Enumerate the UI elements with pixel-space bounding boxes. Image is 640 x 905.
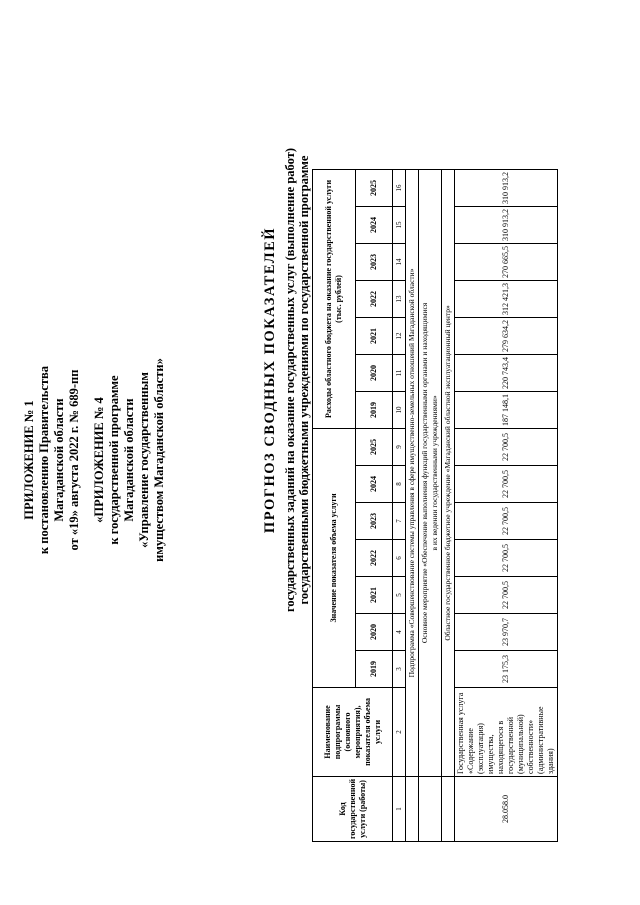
table-row bbox=[455, 169, 558, 841]
col-number: 8 bbox=[393, 465, 406, 502]
col-name-header: Наименование подпрограммы (основного мероприятия), показателя объема услуги bbox=[313, 687, 393, 776]
expense-cell: 310 913,2 bbox=[455, 169, 558, 206]
expense-cell: 270 665,5 bbox=[455, 243, 558, 280]
col-number: 9 bbox=[393, 428, 406, 465]
col-expense-header: Расходы областного бюджета на оказание государственной услуги (тыс. рублей) bbox=[313, 169, 356, 428]
rotated-landscape-sheet bbox=[0, 10, 640, 880]
program-line-1: к государственной программе bbox=[107, 375, 121, 545]
year-cell: 2023 bbox=[356, 243, 393, 280]
year-cell: 2020 bbox=[356, 354, 393, 391]
expense-cell: 279 634,2 bbox=[455, 317, 558, 354]
subprogram-row: Подпрограмма «Совершенствование системы управления в сфере имущественно-земельных отношений Магаданской области» bbox=[406, 169, 419, 776]
col-volume-header: Значение показателя объема услуги bbox=[313, 428, 356, 687]
volume-cell: 23 970,7 bbox=[455, 613, 558, 650]
col-number: 3 bbox=[393, 650, 406, 687]
year-cell: 2025 bbox=[356, 169, 393, 206]
volume-cell: 22 700,5 bbox=[455, 428, 558, 465]
year-cell: 2022 bbox=[356, 280, 393, 317]
program-line-4: имуществом Магаданской области» bbox=[152, 358, 166, 562]
col-number: 12 bbox=[393, 317, 406, 354]
col-number: 4 bbox=[393, 613, 406, 650]
volume-cell: 23 175,3 bbox=[455, 650, 558, 687]
decree-line-2: Магаданской области bbox=[52, 398, 66, 522]
year-cell: 2023 bbox=[356, 502, 393, 539]
title-line-2: государственных заданий на оказание государственных услуг (выполнение работ) bbox=[283, 148, 297, 612]
year-cell: 2024 bbox=[356, 206, 393, 243]
volume-cell: 22 700,5 bbox=[455, 539, 558, 576]
volume-cell: 22 700,5 bbox=[455, 465, 558, 502]
year-cell: 2021 bbox=[356, 576, 393, 613]
year-cell: 2025 bbox=[356, 428, 393, 465]
col-code-header: Код государственной услуги (работы) bbox=[313, 776, 393, 841]
document-title bbox=[262, 80, 311, 680]
title-line-3: государственными бюджетными учреждениями по государственной программе bbox=[297, 155, 311, 605]
appendix-1-label: ПРИЛОЖЕНИЕ № 1 bbox=[22, 400, 36, 520]
indicators-table bbox=[312, 169, 558, 842]
col-number: 11 bbox=[393, 354, 406, 391]
decree-line-3: от «19» августа 2022 г. № 689-пп bbox=[67, 369, 81, 551]
decree-line-1: к постановлению Правительства bbox=[37, 365, 51, 555]
col-number: 1 bbox=[393, 776, 406, 841]
expense-cell: 312 421,3 bbox=[455, 280, 558, 317]
col-number: 6 bbox=[393, 539, 406, 576]
service-name: Государственная услуга «Содержание (эксплуатация) имущества, находящегося в государственной (муниципальной) собственности» (административные здания) bbox=[455, 687, 558, 776]
title-main: ПРОГНОЗ СВОДНЫХ ПОКАЗАТЕЛЕЙ bbox=[262, 226, 278, 534]
program-line-2: Магаданской области bbox=[122, 398, 136, 522]
expense-cell: 220 743,4 bbox=[455, 354, 558, 391]
volume-cell: 22 700,5 bbox=[455, 576, 558, 613]
institution-row: Областное государственное бюджетное учреждение «Магаданский областной эксплуатационный центр» bbox=[442, 169, 455, 776]
main-event-line-2: в их ведении государственными учреждениями» bbox=[430, 395, 439, 551]
col-number: 15 bbox=[393, 206, 406, 243]
appendix-4-label: «ПРИЛОЖЕНИЕ № 4 bbox=[92, 397, 106, 523]
col-number: 13 bbox=[393, 280, 406, 317]
year-cell: 2019 bbox=[356, 391, 393, 428]
col-number: 10 bbox=[393, 391, 406, 428]
col-number: 5 bbox=[393, 576, 406, 613]
col-number: 7 bbox=[393, 502, 406, 539]
col-number: 14 bbox=[393, 243, 406, 280]
year-cell: 2019 bbox=[356, 650, 393, 687]
main-event-line-1: Основное мероприятие «Обеспечение выполнения функций государственными органами и находящимися bbox=[420, 302, 429, 644]
col-number: 16 bbox=[393, 169, 406, 206]
main-event-row bbox=[419, 169, 442, 776]
service-code: 28.058.0 bbox=[455, 776, 558, 841]
expense-cell: 187 148,1 bbox=[455, 391, 558, 428]
header-block bbox=[22, 310, 167, 610]
year-cell: 2020 bbox=[356, 613, 393, 650]
col-number: 2 bbox=[393, 687, 406, 776]
year-cell: 2024 bbox=[356, 465, 393, 502]
expense-cell: 310 913,2 bbox=[455, 206, 558, 243]
program-line-3: «Управление государственным bbox=[137, 372, 151, 548]
year-cell: 2022 bbox=[356, 539, 393, 576]
year-cell: 2021 bbox=[356, 317, 393, 354]
volume-cell: 22 700,5 bbox=[455, 502, 558, 539]
